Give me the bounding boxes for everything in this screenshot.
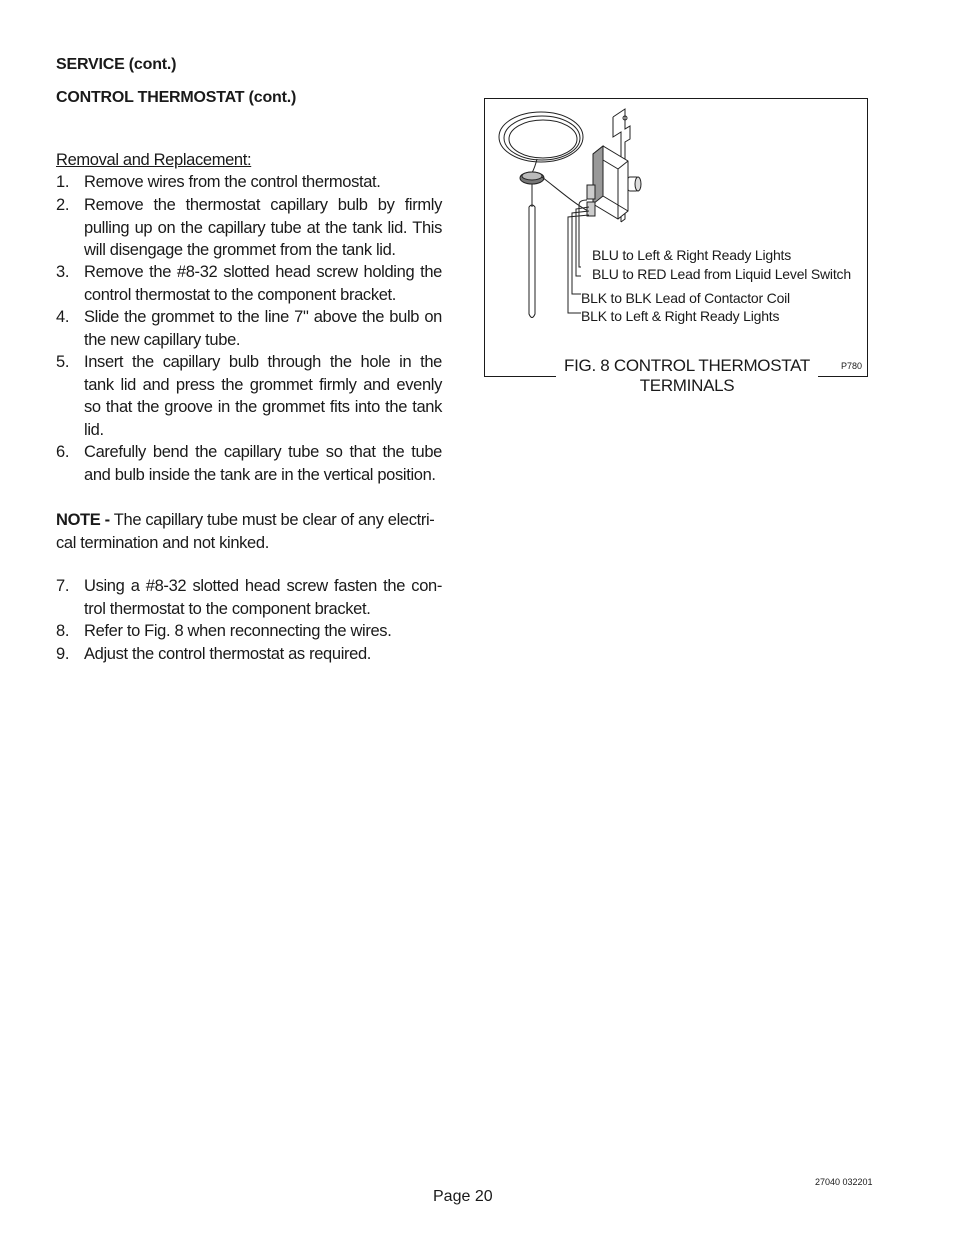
figure-caption-line: TERMINALS (639, 376, 735, 395)
page-number: Page 20 (433, 1188, 493, 1205)
step-text (84, 351, 442, 441)
document-code: 27040 032201 (815, 1177, 873, 1187)
figure-8-frame (484, 98, 868, 377)
wire-label: BLU to Left & Right Ready Lights (592, 247, 792, 263)
capillary-tube (542, 177, 588, 211)
step-text (84, 261, 442, 306)
wire-label: BLU to RED Lead from Liquid Level Switch (592, 266, 851, 282)
step-line: Refer to Fig. 8 when reconnecting the wires. (84, 622, 392, 640)
note-label: NOTE - (56, 511, 110, 529)
step-line: Insert the capillary bulb through the hole in the (84, 353, 442, 371)
thermostat-terminal (587, 202, 595, 216)
figure-caption (556, 356, 818, 396)
step-line: control thermostat to the component bracket. (84, 285, 397, 304)
grommet-top (522, 172, 542, 180)
capillary-coil-loop (504, 116, 580, 160)
step-number: 7. (56, 577, 70, 595)
wire-label: BLK to BLK Lead of Contactor Coil (581, 290, 790, 306)
capillary-coil-loop (509, 120, 577, 158)
figure-caption-line: FIG. 8 CONTROL THERMOSTAT (564, 356, 810, 375)
step-line: Remove the #8-32 slotted head screw holding the (84, 263, 442, 281)
step-line: Slide the grommet to the line 7" above the bulb on (84, 308, 442, 326)
step-text (84, 643, 442, 666)
leader-line (572, 211, 589, 294)
step-number: 9. (56, 645, 70, 663)
step-line: lid. (84, 420, 104, 439)
step-line: Adjust the control thermostat as required. (84, 645, 372, 663)
step-text (84, 441, 442, 486)
note-text: The capillary tube must be clear of any electri- (109, 511, 435, 529)
step-number: 6. (56, 443, 70, 461)
step-number: 3. (56, 263, 70, 281)
capillary-bulb (529, 205, 535, 318)
subsection-heading: CONTROL THERMOSTAT (cont.) (56, 89, 297, 106)
step-line: Remove the thermostat capillary bulb by firmly (84, 196, 442, 214)
leader-line (576, 207, 589, 276)
step-line: Remove wires from the control thermostat. (84, 173, 381, 191)
step-line: Using a #8-32 slotted head screw fasten the con- (84, 577, 442, 595)
step-number: 2. (56, 196, 70, 214)
step-number: 5. (56, 353, 70, 371)
step-number: 4. (56, 308, 70, 326)
step-number: 1. (56, 173, 70, 191)
note-text-continued: cal termination and not kinked. (56, 533, 269, 552)
thermostat-knob-face (635, 177, 641, 191)
thermostat-illustration (485, 99, 869, 378)
step-line: Carefully bend the capillary tube so that the tube (84, 443, 442, 461)
wire-label: BLK to Left & Right Ready Lights (581, 308, 780, 324)
section-heading: SERVICE (cont.) (56, 56, 177, 73)
step-number: 8. (56, 622, 70, 640)
step-line: the new capillary tube. (84, 330, 241, 349)
step-text (84, 306, 442, 351)
step-line: tank lid and press the grommet firmly and evenly (84, 375, 442, 394)
thermostat-terminal (587, 185, 595, 199)
figure-code: P780 (841, 361, 863, 371)
step-line: will disengage the grommet from the tank lid. (84, 241, 396, 259)
step-line: so that the groove in the grommet fits into the tank (84, 398, 442, 416)
capillary-coil-loop (499, 112, 583, 162)
step-line: and bulb inside the tank are in the vertical position. (84, 465, 436, 484)
note-paragraph (56, 509, 434, 554)
step-text (84, 575, 442, 620)
step-line: trol thermostat to the component bracket. (84, 599, 371, 618)
step-line: pulling up on the capillary tube at the tank lid. This (84, 218, 442, 237)
step-text (84, 620, 442, 643)
step-text (84, 194, 442, 262)
step-text (84, 171, 442, 194)
removal-heading: Removal and Replacement: (56, 151, 252, 169)
